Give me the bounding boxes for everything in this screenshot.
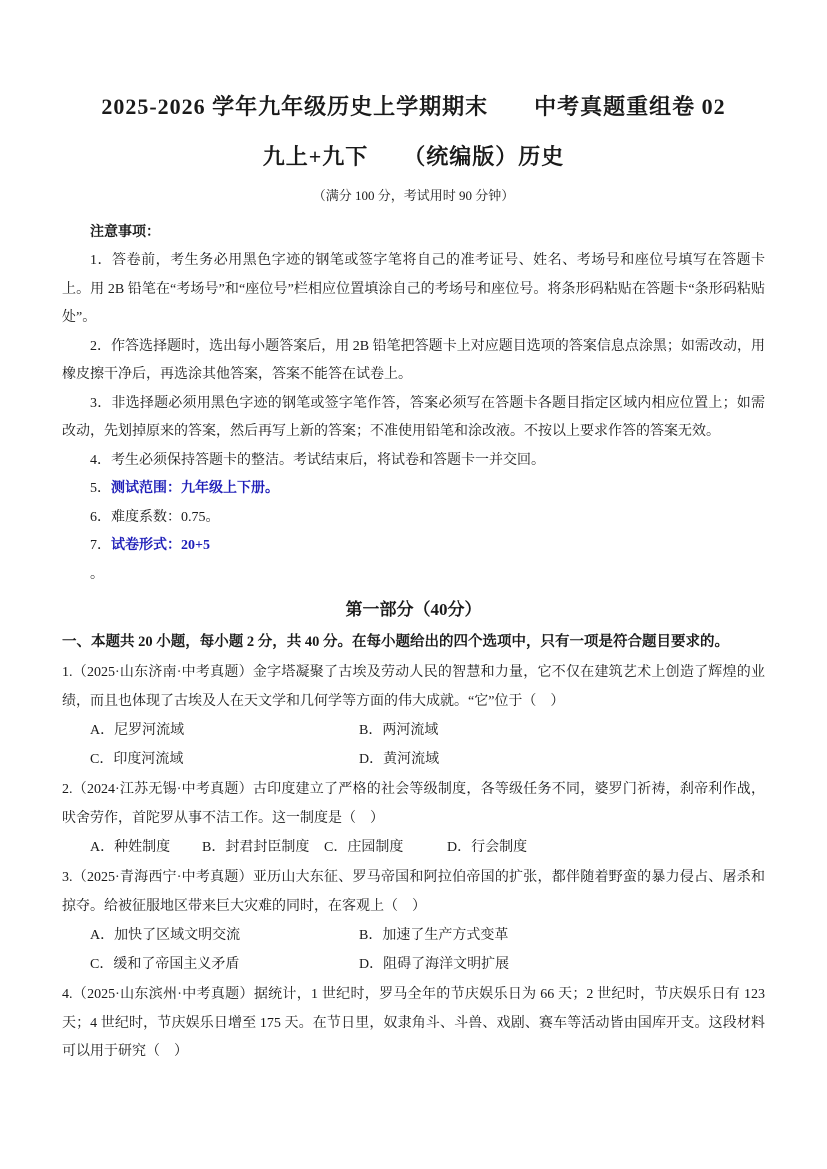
notice-item-1: 1．答卷前，考生务必用黑色字迹的钢笔或签字笔将自己的准考证号、姓名、考场号和座位号填写在答题卡上。用 2B 铅笔在“考场号”和“座位号”栏相应位置填涂自己的考场号和座位号。将条形码粘贴在答题卡“条形码粘贴处”。 <box>62 253 765 325</box>
question-4-stem <box>62 981 765 1067</box>
notice-item-7 <box>62 532 765 561</box>
section1-instructions: 一、本题共 20 小题，每小题 2 分，共 40 分。在每小题给出的四个选项中，只有一项是符合题目要求的。 <box>62 634 729 650</box>
notice-item-2: 2．作答选择题时，选出每小题答案后，用 2B 铅笔把答题卡上对应题目选项的答案信息点涂黑；如需改动，用橡皮擦干净后，再选涂其他答案，答案不能答在试卷上。 <box>62 338 765 382</box>
notice-item-6: 6．难度系数：0.75。 <box>90 509 220 525</box>
question-2-option-d: D．行会制度 <box>447 840 528 855</box>
notice-heading: 注意事项： <box>90 225 160 240</box>
question-1-text: 金字塔凝聚了古埃及劳动人民的智慧和力量，它不仅在建筑艺术上创造了辉煌的业绩，而且也体现了古埃及人在天文学和几何学等方面的伟大成就。“它”位于（ ） <box>62 665 766 709</box>
question-2-source: （2024·江苏无锡·中考真题） <box>72 782 253 797</box>
question-3-options <box>62 921 765 979</box>
question-4-text: 据统计，1 世纪时，罗马全年的节庆娱乐日为 66 天；2 世纪时，节庆娱乐日有 123 天；4 世纪时，节庆娱乐日增至 175 天。在节日里，奴隶角斗、斗兽、戏剧、赛车等活动皆由国库开支。这段材料可以用于研究（ ） <box>62 987 766 1059</box>
question-3-text: 亚历山大东征、罗马帝国和阿拉伯帝国的扩张，都伴随着野蛮的暴力侵占、屠杀和掠夺。给被征服地区带来巨大灾难的同时，在客观上（ ） <box>62 870 766 914</box>
question-1-option-a: A．尼罗河流域 <box>90 723 185 738</box>
question-2-options <box>62 833 765 862</box>
question-3-option-b: B．加速了生产方式变革 <box>359 928 509 943</box>
question-2-stem <box>62 776 765 833</box>
notice-item-5 <box>62 475 765 504</box>
question-1-number: 1. <box>62 665 73 680</box>
question-1-options <box>62 716 765 774</box>
notice-item-5-number: 5． <box>90 481 111 496</box>
notice-item-3: 3．非选择题必须用黑色字迹的钢笔或签字笔作答，答案必须写在答题卡各题目指定区域内相应位置上；如需改动，先划掉原来的答案，然后再写上新的答案；不准使用铅笔和涂改液。不按以上要求作答的答案无效。 <box>62 395 765 439</box>
part1-heading: 第一部分（40分） <box>345 600 482 619</box>
question-4-number: 4. <box>62 987 73 1002</box>
paper-title-line1: 2025-2026 学年九年级历史上学期期末 中考真题重组卷 02 <box>101 94 726 119</box>
notice-item-7-number: 7． <box>90 538 111 553</box>
question-3-option-d: D．阻碍了海洋文明扩展 <box>359 957 510 972</box>
question-1-option-b: B．两河流域 <box>359 723 439 738</box>
notice-item-7-highlight: 试卷形式：20+5 <box>111 538 210 553</box>
question-3-stem <box>62 864 765 921</box>
notice-item-5-highlight: 测试范围：九年级上下册。 <box>111 481 279 496</box>
question-3-source: （2025·青海西宁·中考真题） <box>72 870 253 885</box>
notice-item-4: 4．考生必须保持答题卡的整洁。考试结束后，将试卷和答题卡一并交回。 <box>90 452 545 468</box>
question-2-option-c: C．庄园制度 <box>324 840 404 855</box>
question-2-option-a: A．种姓制度 <box>90 840 171 855</box>
question-3-option-a: A．加快了区域文明交流 <box>90 928 241 943</box>
stray-punctuation-mark: 。 <box>90 566 104 582</box>
question-2-text: 古印度建立了严格的社会等级制度，各等级任务不同，婆罗门祈祷，刹帝利作战，吠舍劳作，首陀罗从事不洁工作。这一制度是（ ） <box>62 782 766 826</box>
question-3-number: 3. <box>62 870 73 885</box>
question-1-stem <box>62 659 765 716</box>
question-4-source: （2025·山东滨州·中考真题） <box>72 987 254 1002</box>
question-1-option-c: C．印度河流域 <box>90 752 184 767</box>
question-1-option-d: D．黄河流域 <box>359 752 440 767</box>
paper-title-line2: 九上+九下 （统编版）历史 <box>262 144 565 169</box>
question-2-number: 2. <box>62 782 73 797</box>
question-2-option-b: B．封君封臣制度 <box>202 840 310 855</box>
question-3-option-c: C．缓和了帝国主义矛盾 <box>90 957 240 972</box>
paper-subtitle: （满分 100 分，考试用时 90 分钟） <box>312 188 515 203</box>
question-1-source: （2025·山东济南·中考真题） <box>72 665 253 680</box>
